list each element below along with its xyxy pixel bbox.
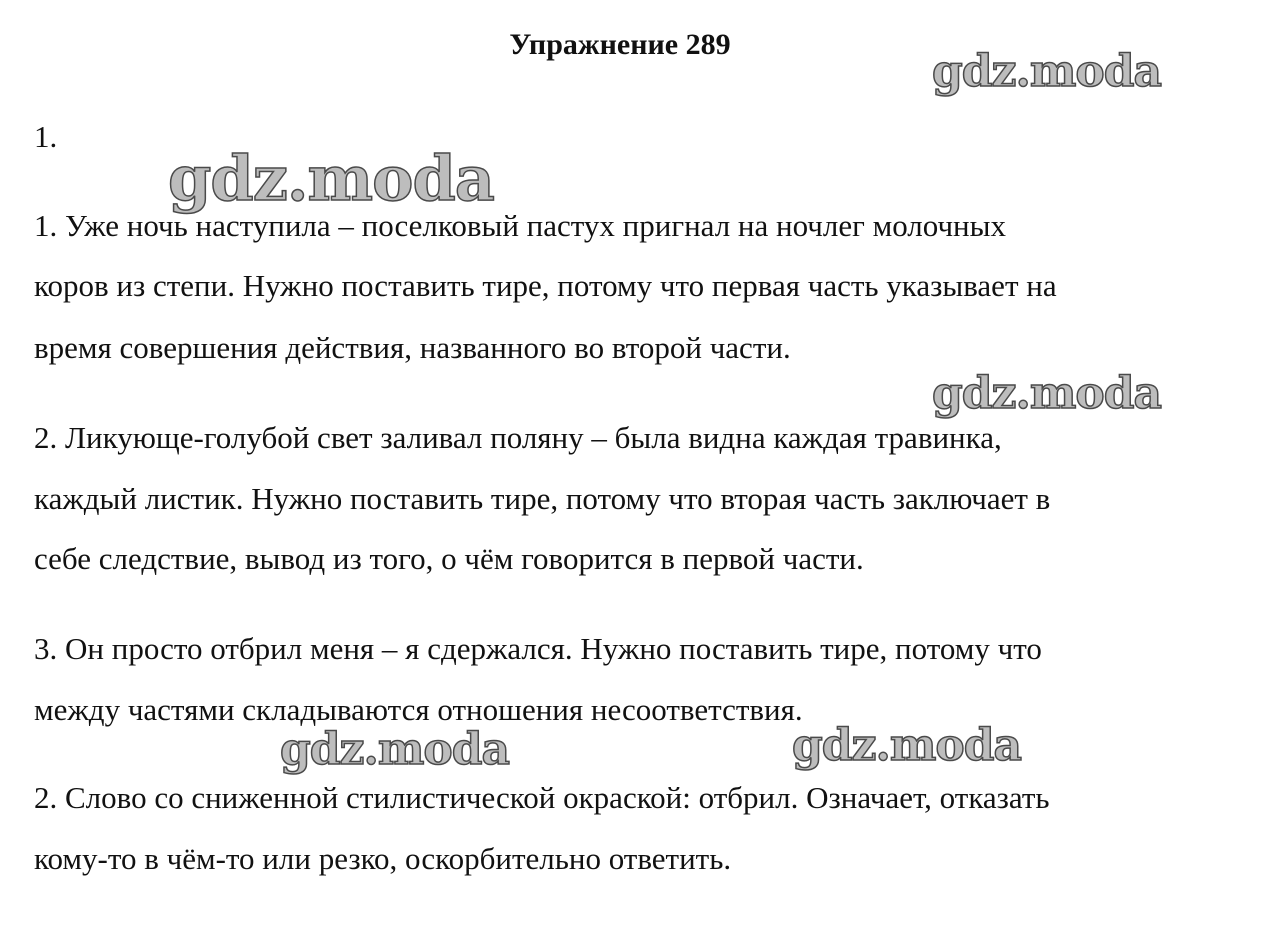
text-line: себе следствие, вывод из того, о чём говорится в первой части. (34, 541, 864, 576)
text-line: 3. Он просто отбрил меня – я сдержался. Нужно поставить тире, потому что (34, 631, 1042, 666)
text-line: коров из степи. Нужно поставить тире, потому что первая часть указывает на (34, 268, 1057, 303)
text-line: 2. Слово со сниженной стилистической окраской: отбрил. Означает, отказать (34, 780, 1050, 815)
watermark-logo: gdz.moda (932, 368, 1162, 419)
text-line: каждый листик. Нужно поставить тире, потому что вторая часть заключает в (34, 481, 1051, 516)
text-line: между частями складываются отношения несоответствия. (34, 692, 803, 727)
exercise-title: Упражнение 289 (509, 28, 731, 61)
section-number: 1. (34, 119, 58, 154)
watermark-logo: gdz.moda (932, 46, 1162, 97)
text-line: время совершения действия, названного во второй части. (34, 330, 791, 365)
text-line: 2. Ликующе-голубой свет заливал поляну – была видна каждая травинка, (34, 420, 1002, 455)
watermark-logo: gdz.moda (792, 720, 1022, 771)
watermark-logo: gdz.moda (280, 724, 510, 775)
text-line: 1. Уже ночь наступила – поселковый пастух пригнал на ночлег молочных (34, 208, 1006, 243)
text-line: кому-то в чём-то или резко, оскорбительно ответить. (34, 841, 732, 876)
watermark-logo: gdz.moda (168, 142, 494, 215)
